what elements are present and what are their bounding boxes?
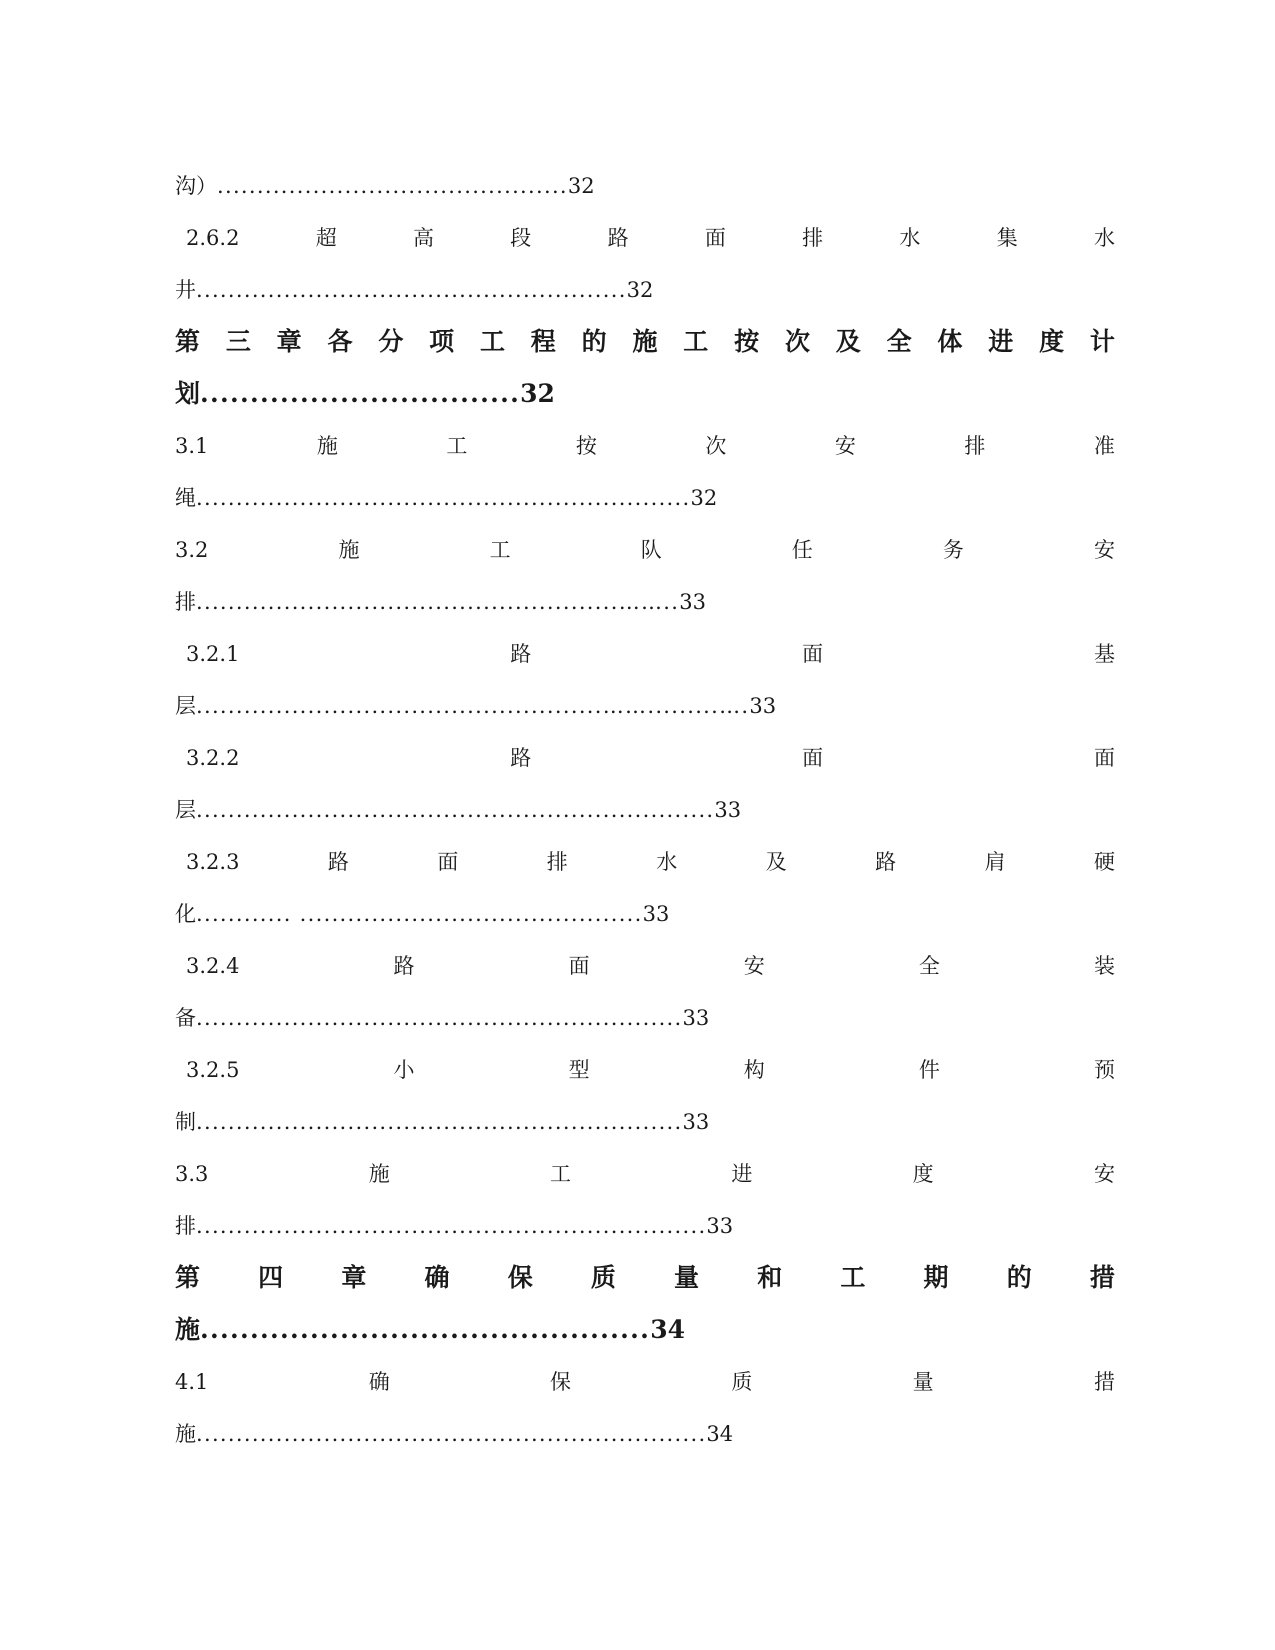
toc-entry-char: 排 [964, 434, 986, 458]
toc-heading-line[interactable] [175, 1356, 1115, 1408]
toc-entry-char: 确 [368, 1370, 390, 1394]
toc-entry-number: 3.2.2 [186, 746, 240, 770]
toc-entry-char: 水 [656, 850, 678, 874]
toc-heading-line[interactable] [175, 524, 1115, 576]
toc-entry-number: 第 [175, 327, 201, 356]
toc-entry-number: 4.1 [175, 1370, 209, 1394]
table-of-contents [175, 160, 1115, 1460]
toc-page-number: 33 [749, 694, 777, 718]
toc-entry-char: 基 [1093, 642, 1115, 666]
toc-heading-line[interactable] [175, 628, 1115, 680]
toc-entry-text: 层 [175, 798, 196, 822]
toc-entry-char: 高 [413, 226, 434, 250]
toc-entry-char: 章 [276, 327, 302, 356]
toc-dot-leader: ............................................................. [196, 1110, 683, 1134]
toc-entry-char: 务 [942, 538, 964, 562]
toc-entry-text: 排 [175, 590, 196, 614]
toc-entry-char: 安 [1093, 538, 1115, 562]
toc-entry-char: 保 [507, 1263, 533, 1292]
toc-leader-line[interactable] [175, 1408, 1115, 1460]
toc-entry-char: 按 [575, 434, 597, 458]
toc-entry-char: 路 [327, 850, 349, 874]
toc-entry-number: 3.2.1 [186, 642, 240, 666]
toc-entry-char: 肩 [984, 850, 1006, 874]
toc-leader-line[interactable] [175, 160, 1115, 212]
toc-entry-char: 按 [734, 327, 760, 356]
toc-entry-char: 面 [802, 746, 824, 770]
toc-entry-char: 计 [1089, 327, 1115, 356]
toc-entry-char: 质 [590, 1263, 616, 1292]
toc-page-number: 34 [650, 1315, 685, 1344]
toc-entry-char: 及 [835, 327, 861, 356]
toc-leader-line[interactable] [175, 1096, 1115, 1148]
toc-page-number: 33 [682, 1006, 710, 1030]
toc-page-number: 32 [520, 379, 555, 408]
toc-leader-line[interactable] [175, 1304, 1115, 1356]
toc-entry-char: 度 [1039, 327, 1065, 356]
toc-entry-number: 3.2.3 [186, 850, 240, 874]
toc-heading-line[interactable] [175, 732, 1115, 784]
toc-entry-char: 施 [632, 327, 658, 356]
toc-entry-char: 保 [550, 1370, 572, 1394]
toc-entry-text: 制 [175, 1110, 196, 1134]
toc-dot-leader: ................................................................ [196, 1214, 707, 1238]
toc-entry-char: 施 [368, 1162, 390, 1186]
toc-entry-char: 小 [393, 1058, 415, 1082]
toc-entry-char: 装 [1093, 954, 1115, 978]
toc-entry-char: 章 [341, 1263, 367, 1292]
toc-leader-line[interactable] [175, 784, 1115, 836]
toc-heading-line[interactable] [175, 316, 1115, 368]
toc-entry-char: 面 [568, 954, 590, 978]
toc-entry-char: 的 [581, 327, 607, 356]
toc-entry-char: 量 [912, 1370, 934, 1394]
toc-entry-char: 体 [937, 327, 963, 356]
toc-entry-char: 集 [996, 226, 1018, 250]
toc-entry-char: 项 [429, 327, 455, 356]
toc-leader-line[interactable] [175, 264, 1115, 316]
toc-entry-char: 程 [530, 327, 556, 356]
toc-entry-char: 水 [899, 226, 921, 250]
toc-entry-char: 面 [802, 642, 824, 666]
toc-entry-char: 各 [327, 327, 353, 356]
toc-dot-leader: ............ ........................................... [196, 902, 643, 926]
toc-dot-leader: ............................................ [217, 174, 568, 198]
toc-heading-line[interactable] [175, 836, 1115, 888]
toc-entry-char: 工 [840, 1263, 866, 1292]
toc-leader-line[interactable] [175, 992, 1115, 1044]
toc-entry-char: 质 [731, 1370, 753, 1394]
toc-entry-number: 2.6.2 [186, 226, 240, 250]
toc-entry-char: 排 [546, 850, 568, 874]
toc-entry-number: 3.2 [175, 538, 209, 562]
toc-entry-char: 路 [875, 850, 897, 874]
toc-entry-char: 进 [731, 1162, 753, 1186]
toc-entry-char: 次 [705, 434, 727, 458]
toc-entry-char: 分 [378, 327, 404, 356]
toc-entry-char: 工 [446, 434, 468, 458]
toc-entry-char: 超 [315, 226, 337, 250]
toc-leader-line[interactable] [175, 680, 1115, 732]
toc-entry-char: 排 [802, 226, 824, 250]
toc-leader-line[interactable] [175, 888, 1115, 940]
toc-entry-char: 量 [674, 1263, 700, 1292]
toc-entry-text: 化 [175, 902, 196, 926]
toc-dot-leader: .............................................................. [196, 486, 691, 510]
toc-page-number: 33 [706, 1214, 734, 1238]
toc-entry-char: 措 [1093, 1370, 1115, 1394]
toc-entry-text: 绳 [175, 486, 196, 510]
toc-heading-line[interactable] [175, 1252, 1115, 1304]
toc-heading-line[interactable] [175, 1148, 1115, 1200]
toc-entry-char: 工 [489, 538, 511, 562]
toc-entry-number: 3.2.5 [186, 1058, 240, 1082]
toc-entry-char: 安 [1093, 1162, 1115, 1186]
toc-entry-text: 施 [175, 1422, 196, 1446]
toc-entry-char: 路 [510, 746, 532, 770]
toc-entry-char: 及 [765, 850, 787, 874]
toc-page-number: 32 [567, 174, 595, 198]
toc-heading-line[interactable] [175, 940, 1115, 992]
toc-entry-char: 三 [225, 327, 251, 356]
toc-entry-number: 3.3 [175, 1162, 209, 1186]
toc-entry-char: 工 [550, 1162, 572, 1186]
toc-dot-leader: ...................................................... [196, 278, 627, 302]
toc-entry-char: 面 [704, 226, 726, 250]
toc-entry-text: 施 [175, 1315, 201, 1344]
toc-entry-char: 和 [757, 1263, 783, 1292]
toc-entry-number: 3.2.4 [186, 954, 240, 978]
toc-entry-char: 全 [918, 954, 940, 978]
toc-entry-char: 安 [743, 954, 765, 978]
toc-entry-char: 期 [923, 1263, 949, 1292]
toc-dot-leader: ...................................................…….........…. [196, 694, 750, 718]
toc-entry-char: 预 [1093, 1058, 1115, 1082]
toc-leader-line[interactable] [175, 472, 1115, 524]
toc-entry-text: 沟） [175, 174, 217, 198]
toc-leader-line[interactable] [175, 368, 1115, 420]
toc-dot-leader: ................................................................. [196, 798, 715, 822]
toc-entry-text: 井 [175, 278, 196, 302]
toc-heading-line[interactable] [175, 420, 1115, 472]
toc-page-number: 33 [679, 590, 706, 614]
toc-entry-char: 路 [393, 954, 415, 978]
toc-entry-char: 路 [510, 642, 532, 666]
toc-entry-text: 备 [175, 1006, 196, 1030]
toc-entry-char: 的 [1006, 1263, 1032, 1292]
toc-entry-char: 施 [338, 538, 360, 562]
toc-entry-text: 层 [175, 694, 196, 718]
toc-entry-char: 硬 [1093, 850, 1115, 874]
toc-entry-char: 工 [683, 327, 709, 356]
toc-dot-leader: ................................ [200, 379, 521, 408]
toc-page-number: 33 [682, 1110, 710, 1134]
toc-entry-char: 任 [791, 538, 813, 562]
toc-entry-char: 工 [479, 327, 505, 356]
toc-leader-line[interactable] [175, 576, 1115, 628]
toc-page-number: 33 [642, 902, 670, 926]
toc-entry-char: 施 [316, 434, 338, 458]
toc-entry-char: 水 [1093, 226, 1115, 250]
toc-entry-char: 安 [834, 434, 856, 458]
toc-dot-leader: ................................................................ [196, 1422, 707, 1446]
toc-page-number: 32 [626, 278, 654, 302]
toc-entry-char: 构 [743, 1058, 765, 1082]
toc-entry-char: 确 [424, 1263, 450, 1292]
toc-heading-line[interactable] [175, 1044, 1115, 1096]
toc-entry-char: 面 [1093, 746, 1115, 770]
toc-dot-leader: ............................................. [200, 1315, 651, 1344]
toc-entry-number: 3.1 [175, 434, 209, 458]
toc-entry-char: 进 [988, 327, 1014, 356]
toc-page-number: 34 [706, 1422, 734, 1446]
toc-dot-leader: ............................................................. [196, 1006, 683, 1030]
toc-heading-line[interactable] [175, 212, 1115, 264]
toc-entry-char: 面 [437, 850, 459, 874]
toc-entry-char: 度 [912, 1162, 934, 1186]
toc-entry-text: 排 [175, 1214, 196, 1238]
toc-dot-leader: .....................................................…….. [196, 590, 680, 614]
toc-entry-number: 第 [175, 1263, 201, 1292]
toc-entry-char: 次 [784, 327, 810, 356]
toc-entry-text: 划 [175, 379, 201, 408]
toc-entry-char: 全 [886, 327, 912, 356]
toc-entry-char: 准 [1093, 434, 1115, 458]
toc-entry-char: 路 [607, 226, 629, 250]
toc-leader-line[interactable] [175, 1200, 1115, 1252]
toc-page-number: 33 [714, 798, 742, 822]
toc-entry-char: 件 [918, 1058, 940, 1082]
toc-entry-char: 四 [258, 1263, 284, 1292]
toc-entry-char: 型 [568, 1058, 590, 1082]
toc-page-number: 32 [690, 486, 718, 510]
toc-entry-char: 队 [640, 538, 662, 562]
toc-entry-char: 措 [1089, 1263, 1115, 1292]
toc-entry-char: 段 [510, 226, 532, 250]
